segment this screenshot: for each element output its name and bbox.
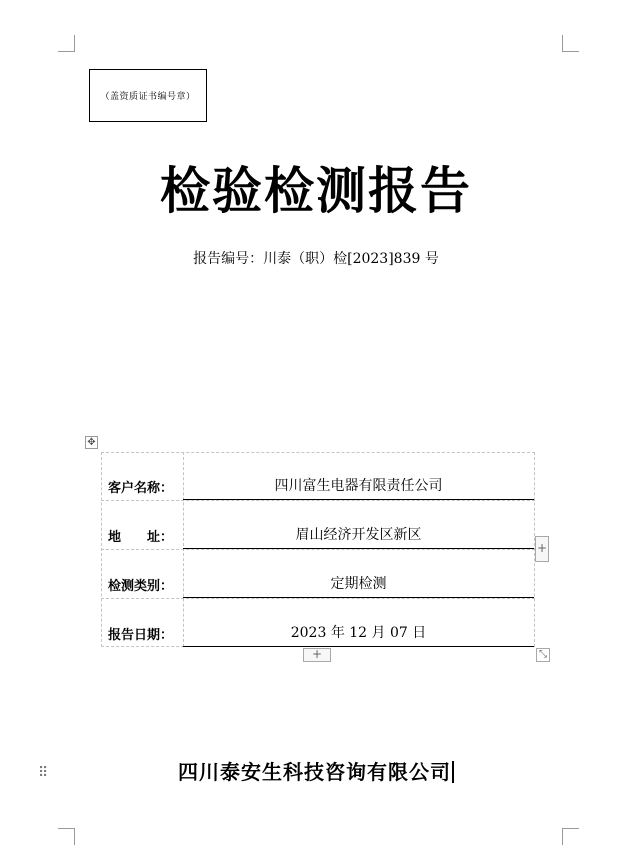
stamp-placeholder-text: （盖资质证书编号章） <box>100 92 196 102</box>
report-title: 检验检测报告 <box>160 161 472 220</box>
table-row-report-date <box>101 599 535 647</box>
client-name-label: 客户名称： <box>108 481 174 496</box>
crop-mark-top-left <box>58 35 75 52</box>
report-date-label: 报告日期： <box>108 628 174 643</box>
crop-mark-top-right <box>562 35 579 52</box>
stamp-placeholder-box <box>89 69 207 122</box>
report-number: 报告编号：川泰（职）检[2023]839 号 <box>193 251 439 267</box>
report-date-value[interactable]: 2023 年 12 月 07 日 <box>183 622 534 647</box>
paragraph-drag-dots-icon[interactable]: ⠿ <box>38 765 49 781</box>
company-name-line[interactable] <box>0 757 632 787</box>
address-label: 地 址： <box>108 530 174 545</box>
table-row-address <box>101 501 535 550</box>
table-row-client-name <box>101 452 535 501</box>
address-value[interactable]: 眉山经济开发区新区 <box>183 524 534 549</box>
table-move-icon[interactable]: ✥ <box>85 436 98 449</box>
text-cursor <box>452 761 454 783</box>
company-name: 四川泰安生科技咨询有限公司 <box>178 760 451 784</box>
test-type-value[interactable]: 定期检测 <box>183 573 534 598</box>
client-name-value[interactable]: 四川富生电器有限责任公司 <box>183 475 534 500</box>
add-column-plus-icon[interactable]: + <box>535 536 549 562</box>
test-type-label: 检测类别： <box>108 579 174 594</box>
table-row-test-type <box>101 550 535 599</box>
add-row-plus-icon[interactable]: + <box>303 648 331 662</box>
table-resize-icon[interactable]: ⤡ <box>536 648 550 662</box>
